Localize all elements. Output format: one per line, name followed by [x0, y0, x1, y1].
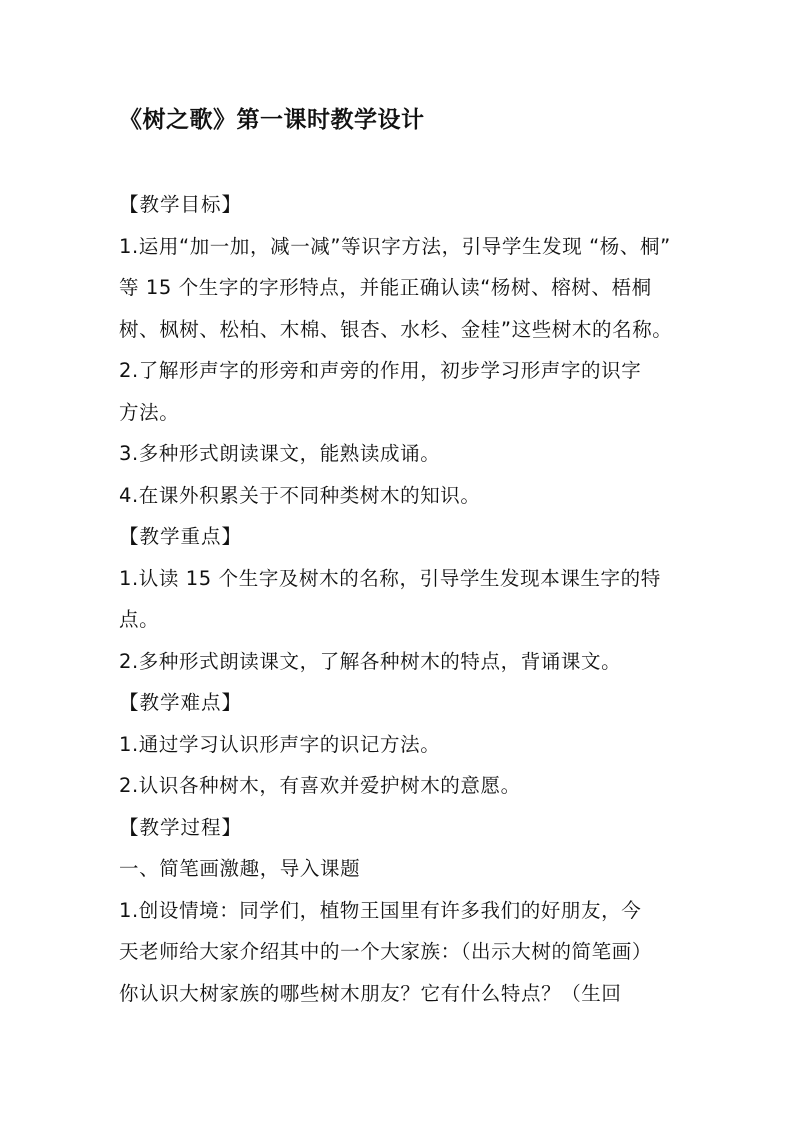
key-point-2: 2.多种形式朗读课文，了解各种树木的特点，背诵课文。: [119, 649, 622, 673]
goal-2-line-2: 方法。: [119, 400, 180, 424]
difficulty-2: 2.认识各种树木，有喜欢并爱护树木的意愿。: [119, 774, 521, 797]
title-spacer: [119, 140, 689, 184]
difficulty-1: 1.通过学习认识形声字的识记方法。: [119, 732, 441, 756]
section-heading-key-points: 【教学重点】: [119, 525, 243, 548]
section-heading-process: 【教学过程】: [119, 815, 243, 839]
goal-1-line-3: 树、枫树、松柏、木棉、银杏、水杉、金桂”这些树木的名称。: [119, 317, 673, 341]
process-text-line-2: 天老师给大家介绍其中的一个大家族：（出示大树的简笔画）: [119, 940, 652, 963]
process-step-1-heading: 一、简笔画激趣，导入课题: [119, 857, 361, 880]
key-point-1-line-2: 点。: [119, 608, 160, 631]
process-text-line-3: 你认识大树家族的哪些树木朋友？它有什么特点？（生回: [119, 981, 622, 1005]
document-title: 《树之歌》第一课时教学设计: [119, 107, 425, 133]
goal-1-line-1: 1.运用“加一加，减一减”等识字方法，引导学生发现 “杨、桐”: [119, 234, 671, 258]
document-page: [119, 100, 689, 1014]
goal-2-line-1: 2.了解形声字的形旁和声旁的作用，初步学习形声字的识字: [119, 359, 642, 382]
section-heading-difficulties: 【教学难点】: [119, 691, 243, 714]
section-heading-teaching-goals: 【教学目标】: [119, 193, 243, 216]
process-text-line-1: 1.创设情境：同学们，植物王国里有许多我们的好朋友，今: [119, 898, 642, 922]
goal-3: 3.多种形式朗读课文，能熟读成诵。: [119, 442, 441, 465]
goal-4: 4.在课外积累关于不同种类树木的知识。: [119, 483, 481, 507]
key-point-1-line-1: 1.认读 15 个生字及树木的名称，引导学生发现本课生字的特: [119, 566, 661, 590]
goal-1-line-2: 等 15 个生字的字形特点，并能正确认读“杨树、榕树、梧桐: [119, 276, 652, 299]
